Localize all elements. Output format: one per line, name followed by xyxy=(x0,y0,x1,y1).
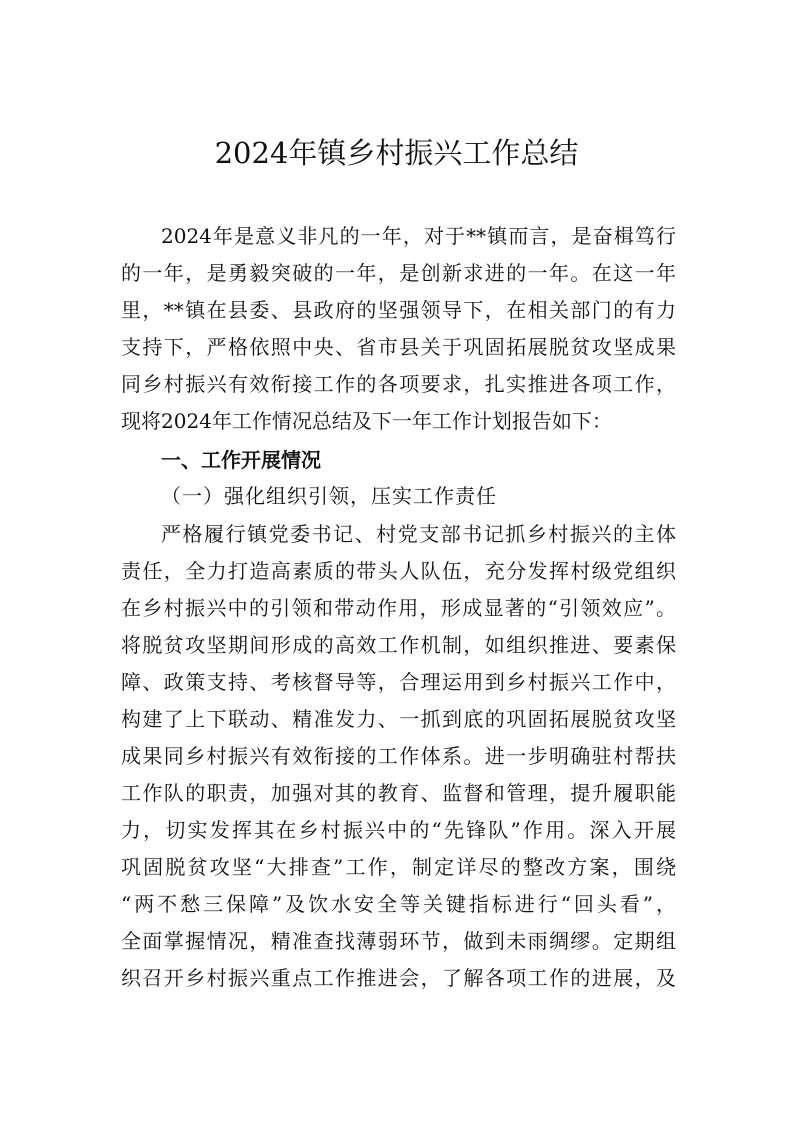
body-line-6: 构建了上下联动、精准发力、一抓到底的巩固拓展脱贫攻坚 xyxy=(121,707,676,731)
body-line-10: 巩固脱贫攻坚“大排查”工作，制定详尽的整改方案，围绕 xyxy=(121,855,676,879)
body-line-12: 全面掌握情况，精准查找薄弱环节，做到未雨绸缪。定期组 xyxy=(121,929,676,953)
intro-line-6: 现将2024年工作情况总结及下一年工作计划报告如下： xyxy=(121,409,612,433)
body-line-11: “两不愁三保障”及饮水安全等关键指标进行“回头看”， xyxy=(121,892,676,916)
body-line-1: 严格履行镇党委书记、村党支部书记抓乡村振兴的主体 xyxy=(161,522,676,546)
subsection-heading: （一）强化组织引领，压实工作责任 xyxy=(161,484,497,508)
body-line-4: 将脱贫攻坚期间形成的高效工作机制，如组织推进、要素保 xyxy=(121,633,676,657)
intro-line-2: 的一年，是勇毅突破的一年，是创新求进的一年。在这一年 xyxy=(121,261,676,285)
body-line-13: 织召开乡村振兴重点工作推进会，了解各项工作的进展，及 xyxy=(121,966,676,990)
intro-line-5: 同乡村振兴有效衔接工作的各项要求，扎实推进各项工作， xyxy=(121,372,676,396)
body-line-2: 责任，全力打造高素质的带头人队伍，充分发挥村级党组织 xyxy=(121,559,676,583)
section-heading: 一、工作开展情况 xyxy=(161,448,321,472)
body-line-9: 力，切实发挥其在乡村振兴中的“先锋队”作用。深入开展 xyxy=(121,818,676,842)
body-line-3: 在乡村振兴中的引领和带动作用，形成显著的“引领效应”。 xyxy=(121,596,676,620)
document-title: 2024年镇乡村振兴工作总结 xyxy=(214,136,579,170)
intro-line-4: 支持下，严格依照中央、省市县关于巩固拓展脱贫攻坚成果 xyxy=(121,335,676,359)
intro-line-1: 2024年是意义非凡的一年，对于**镇而言，是奋楫笃行 xyxy=(161,224,676,248)
intro-line-3: 里，**镇在县委、县政府的坚强领导下，在相关部门的有力 xyxy=(121,298,676,322)
body-line-8: 工作队的职责，加强对其的教育、监督和管理，提升履职能 xyxy=(121,781,676,805)
body-line-5: 障、政策支持、考核督导等，合理运用到乡村振兴工作中， xyxy=(121,670,676,694)
body-line-7: 成果同乡村振兴有效衔接的工作体系。进一步明确驻村帮扶 xyxy=(121,744,676,768)
